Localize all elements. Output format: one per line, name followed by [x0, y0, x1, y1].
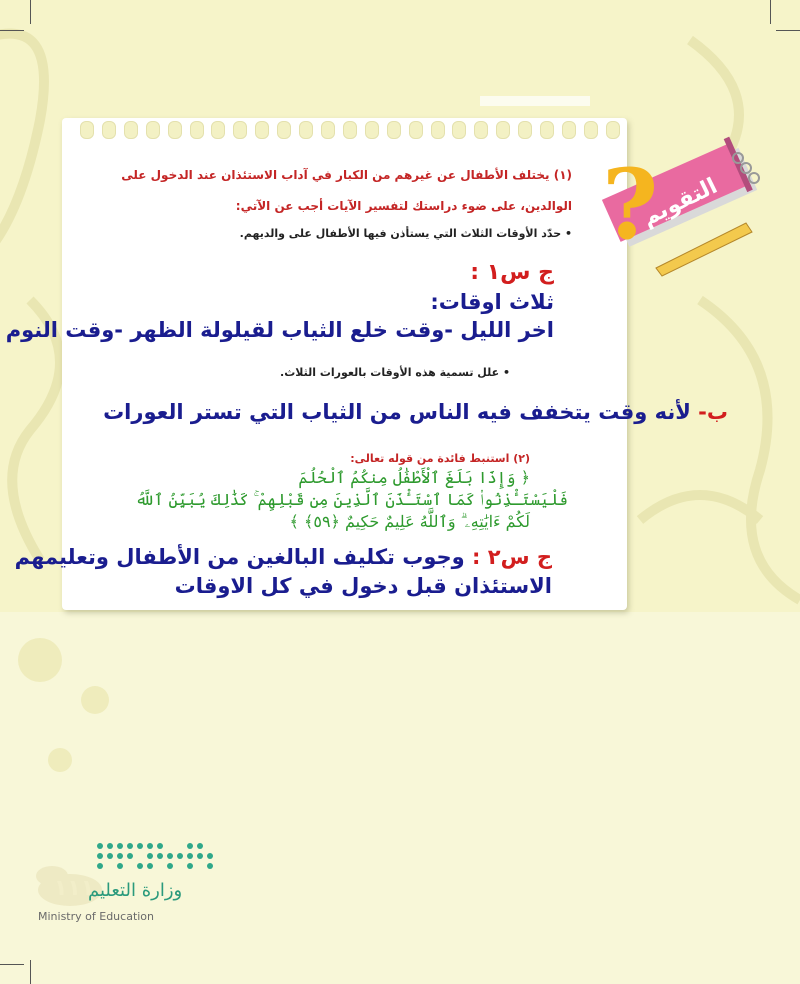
badge-label: التقويم — [638, 173, 722, 232]
question-2-prompt: (٢) استنبط فائدة من قوله تعالى: — [350, 452, 530, 465]
crop-mark — [0, 30, 24, 31]
quran-verse-line-1: ﴿ وَإِذَا بَلَغَ ٱلْأَطْفَٰلُ مِنكُمُ ٱلْحُلُمَ — [298, 468, 530, 487]
evaluation-card — [62, 118, 627, 610]
question-1-line-2: الوالدين، على ضوء دراستك لتفسير الآيات أجب عن الآتي: — [235, 199, 572, 213]
notebook-holes — [80, 121, 620, 139]
crop-mark — [30, 960, 31, 984]
answer-1-line-1: ثلاث اوقات: — [430, 290, 554, 314]
answer-1-line-2: اخر الليل -وقت خلع الثياب لقيلولة الظهر -وقت النوم — [5, 318, 554, 342]
crop-mark — [770, 0, 771, 24]
ministry-name-english: Ministry of Education — [38, 910, 155, 923]
quran-verse-line-3: لَكُمْ ءَايَٰتِهِۦ ۗ وَٱللَّهُ عَلِيمٌ حَكِيمٌ ﴿٥٩﴾ ﴾ — [289, 512, 530, 531]
answer-2-line-2: الاستئذان قبل دخول في كل الاوقات — [174, 574, 552, 598]
page-number: ١١١ — [54, 876, 95, 901]
question-1-bullet-a: • حدّد الأوقات الثلاث التي يستأذن فيها الأطفال على والديهم. — [239, 227, 572, 240]
svg-text:?: ? — [602, 148, 659, 261]
answer-1-label: ج س١ : — [470, 260, 554, 285]
answer-1-b-label: ب- — [698, 400, 728, 424]
crop-mark — [30, 0, 31, 24]
answer-2-text: وجوب تكليف البالغين من الأطفال وتعليمهم — [14, 545, 473, 569]
answer-1-b — [103, 400, 728, 424]
answer-2-label: ج س٢ : — [472, 545, 552, 569]
ministry-name-arabic: وزارة التعليم — [88, 880, 183, 901]
crop-mark — [776, 30, 800, 31]
crop-mark — [0, 964, 24, 965]
question-1-line-1: (١) يختلف الأطفال عن غيرهم من الكبار في آداب الاستئذان عند الدخول على — [121, 168, 572, 182]
answer-1-b-text: لأنه وقت يتخفف فيه الناس من الثياب التي تستر العورات — [103, 400, 699, 424]
answer-2-line-1 — [15, 545, 552, 569]
question-1-bullet-b: • علل تسمية هذه الأوقات بالعورات الثلاث. — [280, 366, 510, 379]
card-top-strip — [480, 96, 590, 106]
quran-verse-line-2: فَلْيَسْتَـْٔذِنُوا۟ كَمَا ٱسْتَـْٔذَنَ ٱلَّذِينَ مِن قَبْلِهِمْ ۚ كَذَٰلِكَ يُبَيِّنُ ٱللَّهُ — [135, 490, 568, 509]
